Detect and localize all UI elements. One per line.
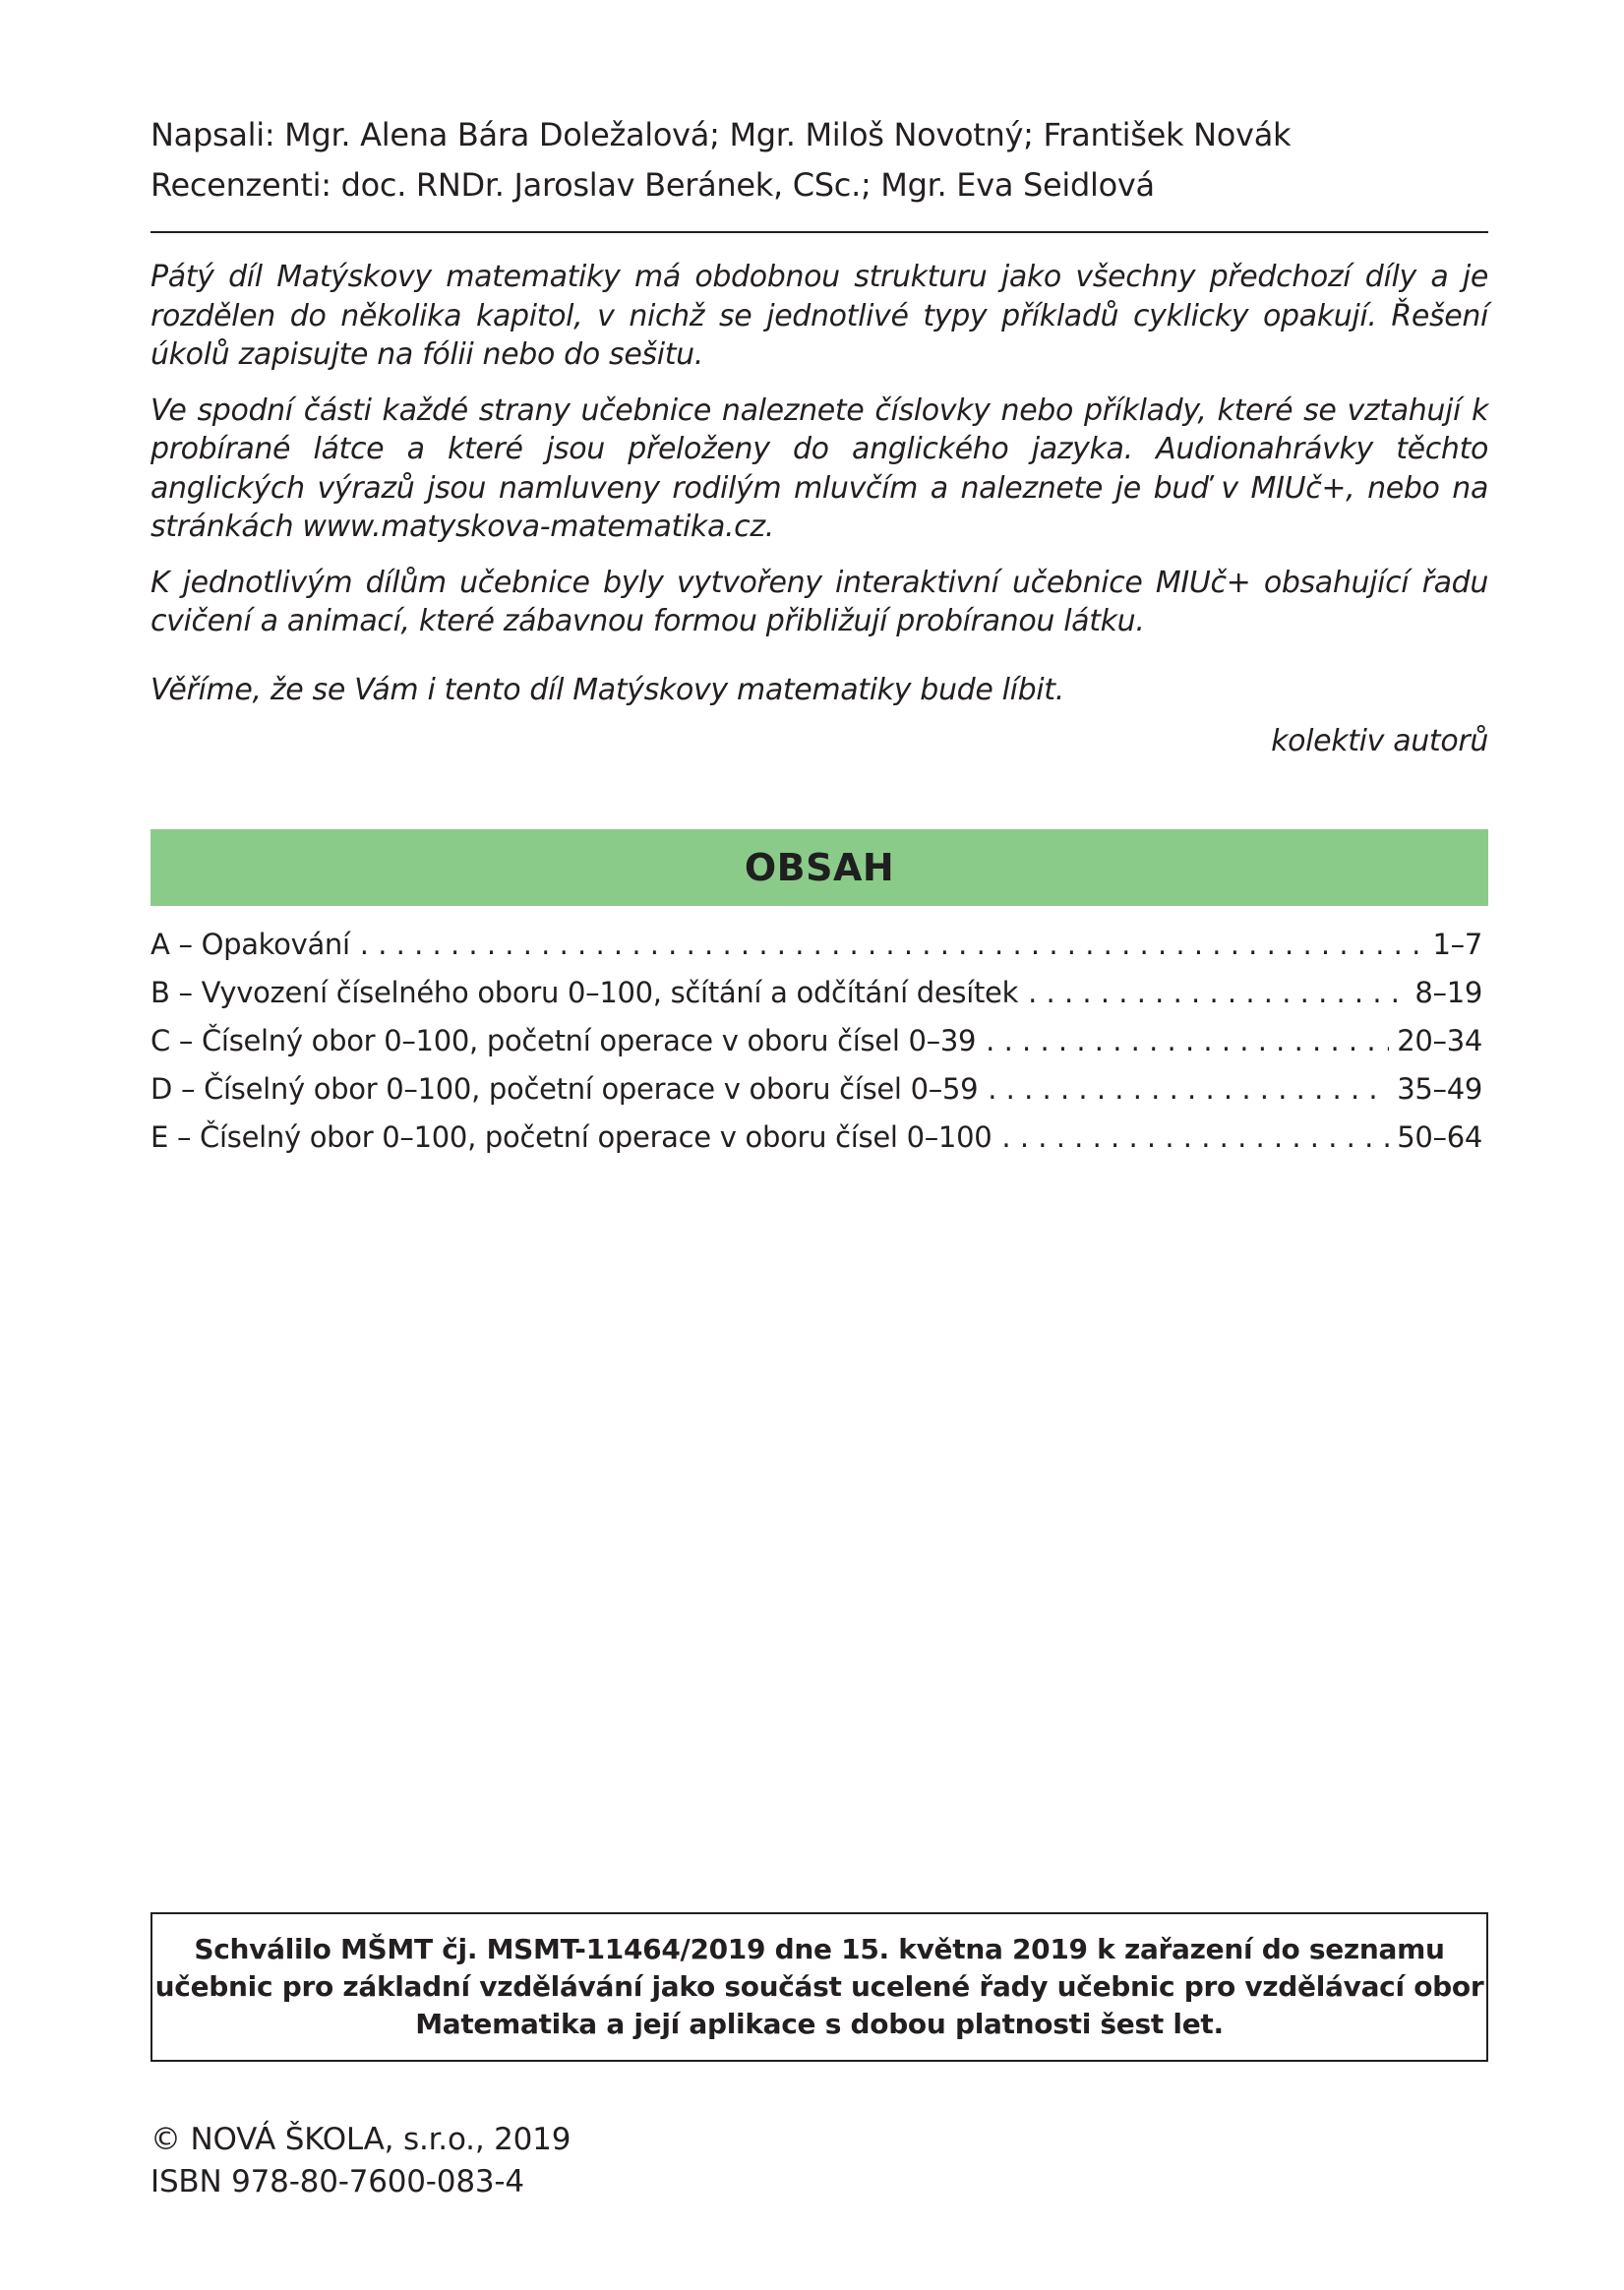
copyright-line: © NOVÁ ŠKOLA, s.r.o., 2019 — [150, 2122, 571, 2157]
approval-notice-box — [150, 1912, 1488, 2062]
toc-entry-pages: 8–19 — [1414, 976, 1482, 1009]
approval-line: učebnic pro základní vzdělávání jako součást ucelené řady učebnic pro vzdělávací obor — [154, 1970, 1484, 2003]
toc-leader-dots — [1001, 1115, 1389, 1159]
toc-entry-pages: 35–49 — [1397, 1072, 1482, 1106]
toc-leader-dots — [360, 923, 1425, 966]
approval-line: Schválilo MŠMT čj. MSMT-11464/2019 dne 15. května 2019 k zařazení do seznamu — [194, 1933, 1445, 1965]
toc-entry[interactable] — [150, 1115, 1488, 1164]
intro-paragraph: Ve spodní části každé strany učebnice naleznete číslovky nebo příklady, které se vztahují k probírané látce a které jsou přeloženy do anglického jazyka. Audionahrávky těchto anglických výrazů jsou namluveny rodilým mluvčím a naleznete je buď v MIUč+, nebo na stránkách www.matyskova-matematika.cz. — [150, 392, 1488, 544]
page — [150, 0, 1488, 2290]
isbn-line: ISBN 978-80-7600-083-4 — [150, 2164, 524, 2200]
toc-entry[interactable] — [150, 1019, 1488, 1067]
toc-entry-title: C – Číselný obor 0–100, početní operace v oboru čísel 0–39 — [150, 1024, 977, 1057]
toc-entry[interactable] — [150, 1067, 1488, 1115]
toc-entry-title: D – Číselný obor 0–100, početní operace v oboru čísel 0–59 — [150, 1072, 979, 1106]
intro-paragraph: Věříme, že se Vám i tento díl Matýskovy matematiky bude líbit. — [150, 672, 1064, 707]
toc-entry-pages: 50–64 — [1397, 1120, 1482, 1154]
toc-entry-pages: 1–7 — [1432, 928, 1482, 961]
signature: kolektiv autorů — [1271, 724, 1488, 758]
toc-entry-title: E – Číselný obor 0–100, početní operace v oboru čísel 0–100 — [150, 1120, 992, 1154]
approval-line: Matematika a její aplikace s dobou platnosti šest let. — [415, 2008, 1224, 2040]
toc-entry-title: A – Opakování — [150, 928, 350, 961]
intro-paragraph: K jednotlivým dílům učebnice byly vytvořeny interaktivní učebnice MIUč+ obsahující řadu cvičení a animací, které zábavnou formou přibližují probíranou látku. — [150, 565, 1488, 638]
toc-heading: OBSAH — [744, 846, 895, 889]
toc-entry[interactable] — [150, 971, 1488, 1019]
toc-entry-title: B – Vyvození číselného oboru 0–100, sčítání a odčítání desítek — [150, 976, 1019, 1009]
toc-entry-pages: 20–34 — [1397, 1024, 1482, 1057]
credits — [150, 110, 1488, 211]
toc-leader-dots — [986, 1019, 1389, 1062]
imprint — [150, 2119, 571, 2203]
intro-text — [150, 258, 1488, 709]
reviewers-line: Recenzenti: doc. RNDr. Jaroslav Beránek, CSc.; Mgr. Eva Seidlová — [150, 166, 1155, 204]
table-of-contents — [150, 923, 1488, 1164]
toc-leader-dots — [988, 1067, 1389, 1111]
divider — [150, 231, 1488, 233]
intro-paragraph: Pátý díl Matýskovy matematiky má obdobnou strukturu jako všechny předchozí díly a je rozdělen do několika kapitol, v nichž se jednotlivé typy příkladů cyklicky opakují. Řešení úkolů zapisujte na fólii nebo do sešitu. — [150, 260, 1488, 372]
toc-entry[interactable] — [150, 923, 1488, 971]
toc-heading-bar — [150, 829, 1488, 906]
toc-leader-dots — [1028, 971, 1407, 1014]
authors-line: Napsali: Mgr. Alena Bára Doležalová; Mgr. Miloš Novotný; František Novák — [150, 116, 1292, 153]
